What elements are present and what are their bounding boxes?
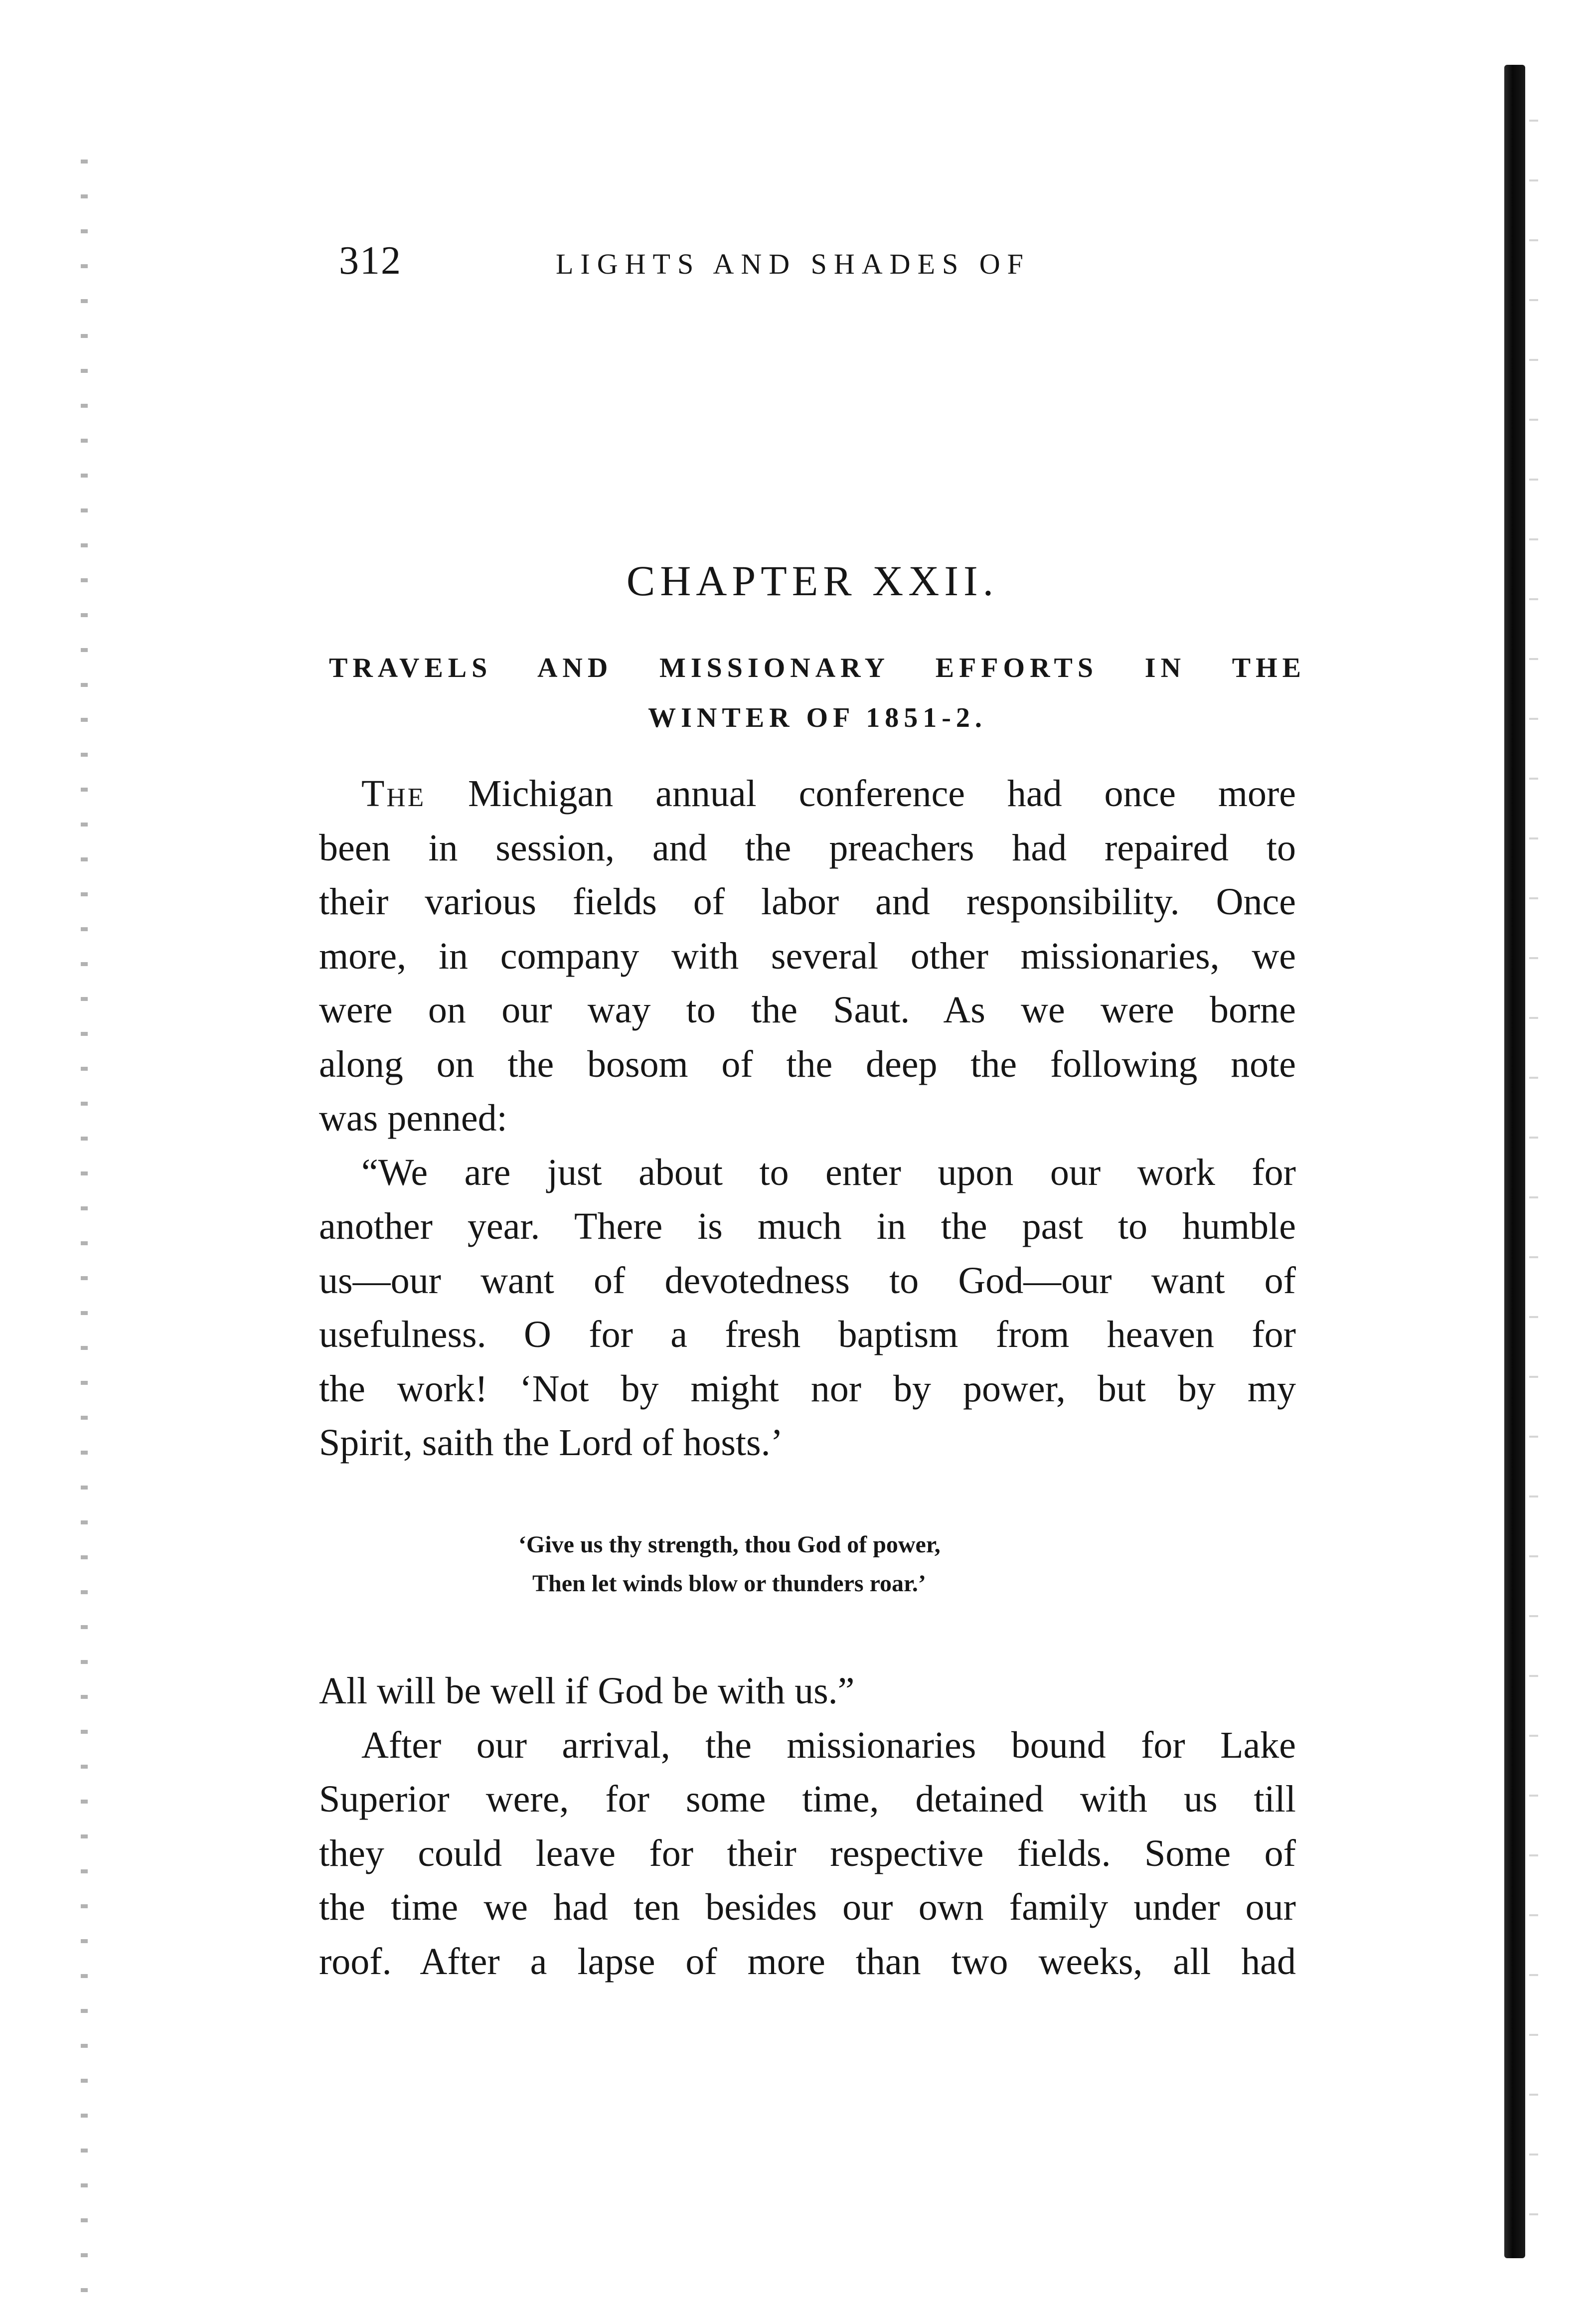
page-header (319, 238, 1146, 298)
paragraph-4-line-2: Superior were, for some time, detained with us till (319, 1778, 1296, 1820)
paragraph-1-line-6: along on the bosom of the deep the following note (319, 1043, 1296, 1085)
paragraph-2-line-4: usefulness. O for a fresh baptism from heaven for (319, 1314, 1296, 1355)
paragraph-2 (319, 1146, 1296, 1470)
paragraph-1-line-5: were on our way to the Saut. As we were borne (319, 989, 1296, 1031)
paragraph-1-line-1-text: Michigan annual conference had once more (426, 773, 1296, 815)
body-text-lower (319, 1664, 1296, 1989)
paragraph-1-line-2: been in session, and the preachers had repaired to (319, 827, 1296, 869)
drop-word: The (361, 773, 426, 815)
verse-line-1: ‘Give us thy strength, thou God of power, (518, 1531, 941, 1558)
verse-quotation (518, 1525, 1116, 1603)
paragraph-2-line-1: “We are just about to enter upon our work for (361, 1151, 1296, 1193)
scan-margin-marks (81, 160, 88, 2303)
paragraph-2-line-2: another year. There is much in the past to humble (319, 1205, 1296, 1247)
subtitle-line-2: WINTER OF 1851-2. (648, 702, 987, 733)
paragraph-1-line-4: more, in company with several other missionaries, we (319, 935, 1296, 977)
book-binding-shadow (1504, 65, 1525, 2258)
paragraph-2-line-5: the work! ‘Not by might nor by power, but by my (319, 1367, 1296, 1410)
paragraph-2-line-6: Spirit, saith the Lord of hosts.’ (319, 1422, 783, 1464)
paragraph-1-line-3: their various fields of labor and responsibility. Once (319, 881, 1296, 923)
paragraph-3 (319, 1664, 1296, 1718)
paragraph-4-line-5: roof. After a lapse of more than two weeks, all had (319, 1940, 1296, 1983)
chapter-subtitle (329, 643, 1306, 743)
paragraph-1-line-1 (319, 767, 1296, 821)
paragraph-2-line-3: us—our want of devotedness to God—our want of (319, 1259, 1296, 1302)
verse-line-2: Then let winds blow or thunders roar.’ (532, 1570, 926, 1597)
paragraph-3-line-1: All will be well if God be with us.” (319, 1670, 855, 1712)
paragraph-1-line-7: was penned: (319, 1097, 507, 1139)
binding-fringe (1529, 100, 1538, 2243)
paragraph-4-line-1: After our arrival, the missionaries bound for Lake (361, 1724, 1296, 1766)
paragraph-4 (319, 1718, 1296, 1989)
running-head: LIGHTS AND SHADES OF (556, 248, 1030, 280)
subtitle-line-1: TRAVELS AND MISSIONARY EFFORTS IN THE (329, 653, 1306, 683)
paragraph-4-line-4: the time we had ten besides our own family under our (319, 1886, 1296, 1928)
page-number: 312 (339, 239, 402, 283)
body-text-upper (319, 767, 1296, 1470)
paragraph-4-line-3: they could leave for their respective fields. Some of (319, 1832, 1296, 1874)
chapter-title: CHAPTER XXII. (626, 557, 999, 605)
paragraph-1 (319, 767, 1296, 1146)
